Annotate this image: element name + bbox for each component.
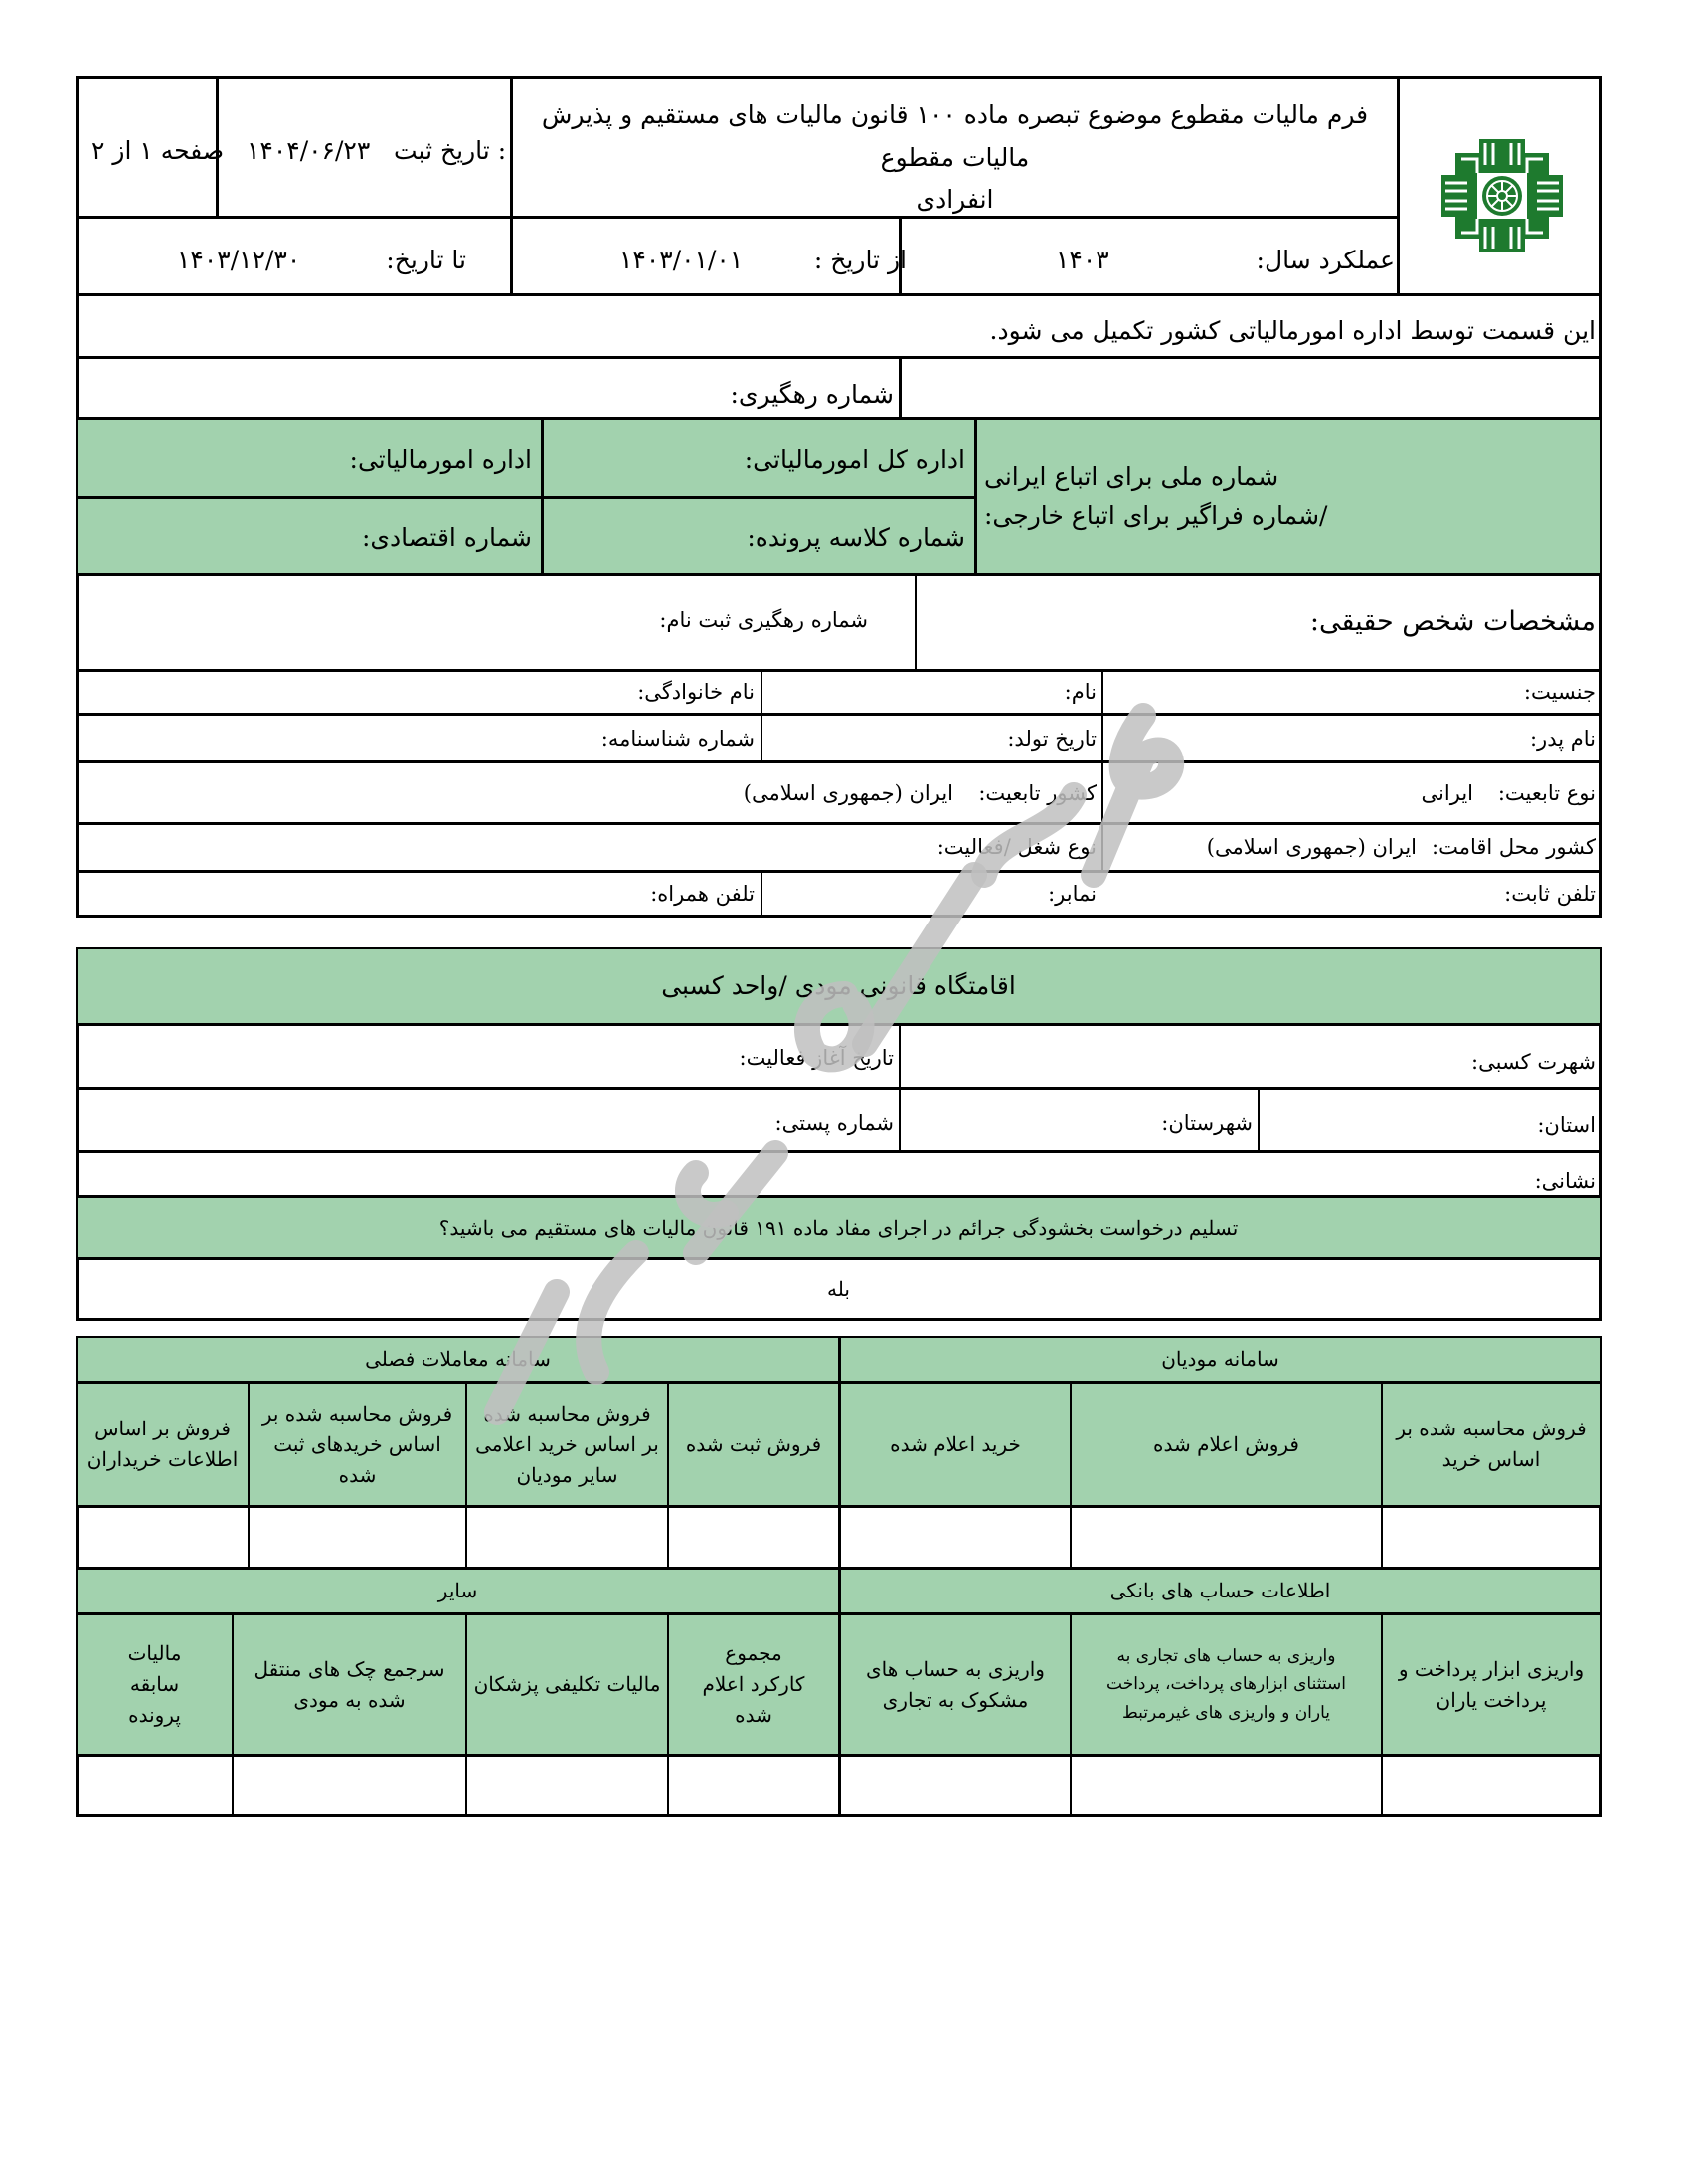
col-header-sales-by-others-purchases: فروش محاسبه شده بر اساس خرید اعلامی سایر مودیان	[475, 1401, 659, 1487]
nationality-type-label: نوع تابعیت:	[1497, 781, 1596, 805]
pardon-question-text: تسلیم درخواست بخشودگی جرائم در اجرای مفاد ماده ۱۹۱ قانون مالیات های مستقیم می باشید؟	[438, 1215, 1239, 1240]
from-date-value: ۱۴۰۳/۰۱/۰۱	[619, 246, 744, 274]
col-header-declared-sales: فروش اعلام شده	[1153, 1431, 1299, 1456]
province-label: استان:	[1537, 1113, 1596, 1137]
from-date-label: از تاریخ :	[813, 246, 907, 274]
mobile-label: تلفن همراه:	[650, 882, 755, 906]
cell-transferred-checks-total[interactable]	[234, 1757, 465, 1815]
nationality-country-label: کشور تابعیت:	[978, 781, 1097, 805]
registration-date-label: : تاریخ ثبت	[394, 136, 507, 165]
cell-declared-sales[interactable]	[1072, 1508, 1381, 1567]
cell-sales-calc-by-purchase[interactable]	[1383, 1508, 1600, 1567]
form-title-line2: انفرادی	[916, 185, 994, 215]
address-label: نشانی:	[1534, 1169, 1596, 1193]
economic-code-label: شماره اقتصادی:	[362, 523, 532, 552]
national-id-label	[978, 420, 1597, 574]
col-header-doctors-withholding-tax: مالیات تکلیفی پزشکان	[473, 1672, 661, 1696]
file-class-number-label: شماره کلاسه پرونده:	[747, 523, 965, 552]
cell-sales-by-buyers-info[interactable]	[78, 1508, 248, 1567]
seasonal-transactions-header: سامانه معاملات فصلی	[365, 1347, 551, 1371]
cell-file-history-tax[interactable]	[78, 1757, 232, 1815]
cell-declared-total-work[interactable]	[669, 1757, 838, 1815]
business-section-title: اقامتگاه قانونی مودی /واحد کسبی	[661, 971, 1016, 1001]
to-date-value: ۱۴۰۳/۱۲/۳۰	[177, 246, 301, 274]
cell-sales-by-registered-purchases[interactable]	[250, 1508, 465, 1567]
fiscal-year-label: عملکرد سال:	[1256, 246, 1395, 274]
national-id-label-line2: /شماره فراگیر برای اتباع خارجی:	[984, 500, 1328, 530]
postal-code-label: شماره پستی:	[774, 1111, 894, 1135]
first-name-label: نام:	[1064, 680, 1097, 704]
col-header-sales-calc-by-purchase: فروش محاسبه شده بر اساس خرید	[1396, 1417, 1587, 1471]
general-tax-office-label: اداره کل امورمالیاتی:	[744, 445, 965, 474]
page-indicator: صفحه ۱ از ۲	[91, 136, 225, 165]
col-header-sales-by-registered-purchases: فروش محاسبه شده بر اساس خریدهای ثبت شده	[261, 1401, 453, 1487]
registration-date-value: ۱۴۰۴/۰۶/۲۳	[247, 136, 371, 165]
nationality-type-value: ایرانی	[1421, 781, 1473, 805]
nationality-country-value: ایران (جمهوری اسلامی)	[743, 781, 953, 805]
county-label: شهرستان:	[1161, 1111, 1253, 1135]
tracking-number-field[interactable]	[903, 360, 1597, 415]
landline-label: تلفن ثابت:	[1504, 882, 1596, 906]
notice-text: این قسمت توسط اداره امورمالیاتی کشور تکمیل می شود.	[989, 316, 1596, 345]
bank-accounts-header: اطلاعات حساب های بانکی	[1109, 1579, 1331, 1602]
cell-declared-purchase[interactable]	[841, 1508, 1070, 1567]
tax-organization-logo-icon	[1441, 139, 1563, 252]
col-header-suspicious-account-deposits: واریزی به حساب های مشکوک به تجاری	[866, 1656, 1045, 1712]
col-header-file-history-tax: مالیات سابقه پرونده	[127, 1641, 182, 1727]
col-header-declared-total-work: مجموع کارکرد اعلام شده	[702, 1641, 805, 1727]
col-header-sales-by-buyers-info: فروش بر اساس اطلاعات خریداران	[86, 1417, 239, 1471]
other-header: سایر	[437, 1579, 478, 1602]
national-id-label-line1: شماره ملی برای اتباع ایرانی	[984, 461, 1279, 491]
registration-tracking-label: شماره رهگیری ثبت نام:	[659, 608, 868, 632]
col-header-payment-tool-deposits: واریزی ابزار پرداخت و پرداخت یاران	[1398, 1656, 1585, 1712]
cell-commercial-account-deposits[interactable]	[1072, 1757, 1381, 1815]
cell-registered-sales[interactable]	[669, 1508, 838, 1567]
to-date-label: تا تاریخ:	[386, 246, 466, 274]
business-name-label: شهرت کسبی:	[1471, 1050, 1596, 1074]
taxpayer-system-header: سامانه مودیان	[1161, 1347, 1279, 1371]
col-header-transferred-checks-total: سرجمع چک های منتقل شده به مودی	[254, 1656, 445, 1712]
residence-country-label: کشور محل اقامت:	[1432, 835, 1596, 859]
fiscal-year-value: ۱۴۰۳	[1056, 246, 1109, 274]
tracking-number-label: شماره رهگیری:	[730, 380, 894, 409]
cell-suspicious-account-deposits[interactable]	[841, 1757, 1070, 1815]
pardon-answer: بله	[827, 1276, 850, 1301]
birth-date-label: تاریخ تولد:	[1007, 727, 1097, 751]
cell-payment-tool-deposits[interactable]	[1383, 1757, 1600, 1815]
col-header-registered-sales: فروش ثبت شده	[685, 1431, 822, 1456]
fax-label: نمابر:	[1048, 882, 1097, 906]
cell-sales-by-others-purchases[interactable]	[467, 1508, 667, 1567]
col-header-commercial-account-deposits: واریزی به حساب های تجاری به استثنای ابزارهای پرداخت، پرداخت یاران و واریزی های غیرمرتبط	[1106, 1646, 1346, 1723]
form-title-line1: فرم مالیات مقطوع موضوع تبصره ماده ۱۰۰ قانون مالیات های مستقیم و پذیرش مالیات مقطوع	[541, 100, 1369, 172]
form-title	[513, 99, 1397, 217]
father-name-label: نام پدر:	[1529, 727, 1596, 751]
occupation-label: نوع شغل /فعالیت:	[936, 835, 1097, 859]
gender-label: جنسیت:	[1523, 680, 1596, 704]
cell-doctors-withholding-tax[interactable]	[467, 1757, 667, 1815]
id-number-label: شماره شناسنامه:	[600, 727, 755, 751]
person-section-title: مشخصات شخص حقیقی:	[1309, 606, 1596, 637]
last-name-label: نام خانوادگی:	[637, 680, 755, 704]
col-header-declared-purchase: خرید اعلام شده	[890, 1431, 1021, 1456]
residence-country-value: ایران (جمهوری اسلامی)	[1206, 835, 1417, 859]
tax-office-label: اداره امورمالیاتی:	[349, 445, 532, 474]
activity-start-date-label: تاریخ آغاز فعالیت:	[739, 1046, 894, 1070]
